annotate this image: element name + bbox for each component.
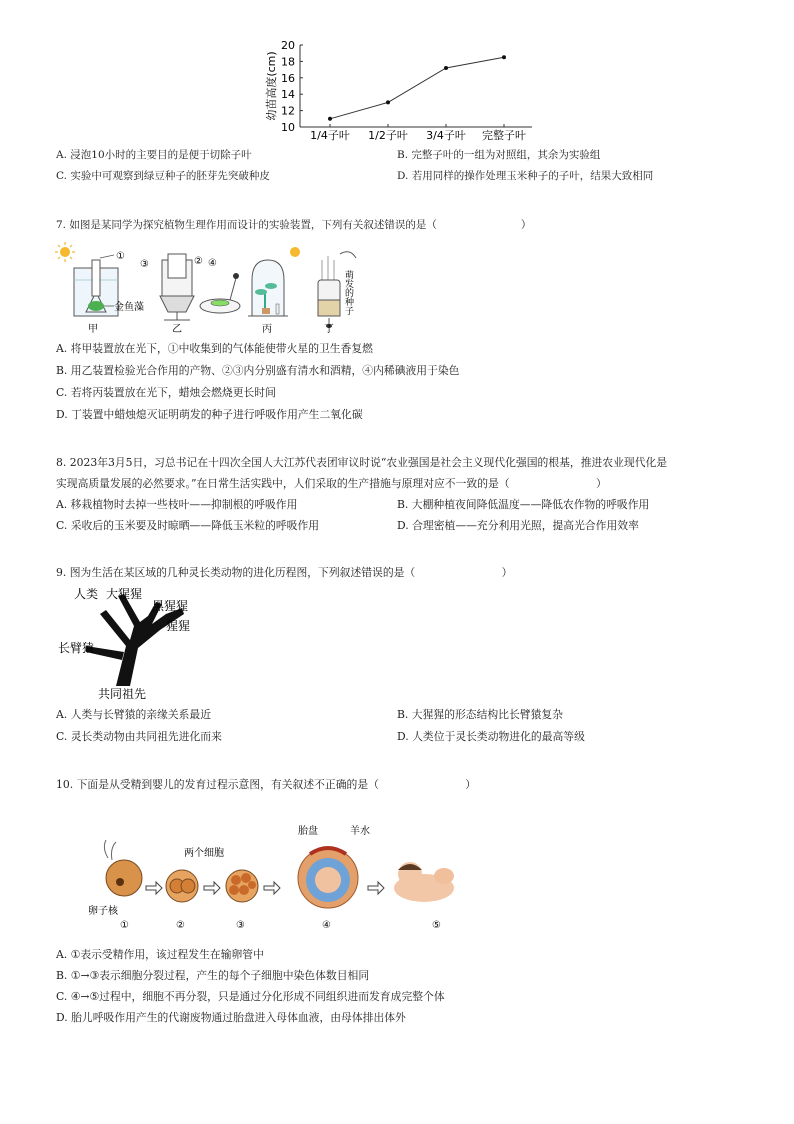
y-tick-label: 20 — [281, 39, 295, 52]
x-tick-label: 完整子叶 — [482, 129, 526, 142]
data-point — [502, 55, 506, 59]
x-tick-label: 1/4子叶 — [310, 129, 350, 142]
q10-option-c: C. ④→⑤过程中，细胞不再分裂，只是通过分化形成不同组织进而发育成完整个体 — [56, 990, 445, 1003]
baby-image — [394, 862, 454, 902]
label-yi: 乙 — [172, 324, 182, 335]
q7-option-b: B. 用乙装置检验光合作用的产物、②③内分别盛有清水和酒精，④内稀碘液用于染色 — [56, 364, 460, 377]
q9-option-d: D. 人类位于灵长类动物进化的最高等级 — [397, 730, 585, 743]
x-tick-label: 3/4子叶 — [426, 129, 466, 142]
q9-stem: 9. 图为生活在某区域的几种灵长类动物的进化历程图，下列叙述错误的是（ ） — [56, 566, 513, 579]
label-n3: ③ — [236, 920, 245, 931]
q8-option-d: D. 合理密植——充分利用光照，提高光合作用效率 — [397, 519, 639, 532]
arrow-icon — [204, 882, 220, 894]
two-cell-stage — [166, 870, 198, 902]
label-2: ② — [194, 256, 203, 267]
q7-option-c: C. 若将丙装置放在光下，蜡烛会燃烧更长时间 — [56, 386, 276, 399]
q7-apparatus-figure — [52, 240, 382, 340]
q9-option-a: A. 人类与长臂猿的亲缘关系最近 — [56, 708, 212, 721]
q8-option-b: B. 大棚种植夜间降低温度——降低农作物的呼吸作用 — [397, 498, 650, 511]
label-ancestor: 共同祖先 — [98, 687, 147, 701]
morula-stage — [226, 870, 258, 902]
label-gorilla: 猩猩 — [166, 619, 191, 633]
label-n1: ① — [120, 920, 129, 931]
label-orangutan: 大猩猩 — [106, 587, 143, 601]
label-alga: 金鱼藻 — [114, 302, 144, 313]
label-gibbon: 长臂猿 — [58, 641, 95, 655]
sun-icon — [290, 247, 300, 257]
series-line — [330, 57, 504, 119]
data-point — [328, 117, 332, 121]
label-n4: ④ — [322, 920, 331, 931]
label-chimp: 黑猩猩 — [152, 599, 189, 613]
y-tick-label: 12 — [281, 104, 295, 118]
label-4: ④ — [208, 258, 217, 269]
q7-option-a: A. 将甲装置放在光下，①中收集到的气体能使带火星的卫生香复燃 — [56, 342, 373, 355]
q6-option-c: C. 实验中可观察到绿豆种子的胚芽先突破种皮 — [56, 170, 270, 182]
q8-option-c: C. 采收后的玉米要及时晾晒——降低玉米粒的呼吸作用 — [56, 519, 320, 532]
arrow-icon — [368, 882, 384, 894]
q9-option-b: B. 大猩猩的形态结构比长臂猿复杂 — [397, 708, 563, 721]
label-seed: 萌发的种子 — [343, 270, 353, 315]
arrow-icon — [264, 882, 280, 894]
label-nucleus: 卵子核 — [88, 906, 118, 917]
dish-iodine — [200, 273, 240, 313]
y-axis-label: 幼苗高度(cm) — [265, 51, 278, 121]
q6-option-b: B. 完整子叶的一组为对照组，其余为实验组 — [397, 149, 601, 161]
arrow-icon — [146, 882, 162, 894]
q6-option-d: D. 若用同样的操作处理玉米种子的子叶，结果大致相同 — [397, 170, 654, 182]
label-1: ① — [116, 251, 125, 262]
data-point — [386, 100, 390, 104]
primate-evolution-tree — [56, 586, 206, 704]
label-ding: 丁 — [324, 324, 334, 335]
q7-option-d: D. 丁装置中蜡烛熄灭证明萌发的种子进行呼吸作用产生二氧化碳 — [56, 408, 363, 421]
label-n2: ② — [176, 920, 185, 931]
q10-option-d: D. 胎儿呼吸作用产生的代谢废物通过胎盘进入母体血液，由母体排出体外 — [56, 1011, 406, 1024]
bell-jar-bing — [248, 260, 288, 316]
x-tick-label: 1/2子叶 — [368, 129, 408, 142]
q8-stem-line2: 实现高质量发展的必然要求。”在日常生活实践中，人们采取的生产措施与原理对应不一致的是（ ） — [56, 477, 607, 490]
seedling-height-chart — [0, 0, 794, 150]
data-point — [444, 66, 448, 70]
beaker-jia — [74, 260, 118, 316]
q10-option-b: B. ①→③表示细胞分裂过程，产生的每个子细胞中染色体数目相同 — [56, 969, 370, 982]
q7-stem: 7. 如图是某同学为探究植物生理作用而设计的实验装置，下列有关叙述错误的是（ ） — [56, 219, 532, 231]
embryo-development-figure — [84, 818, 484, 933]
q9-option-c: C. 灵长类动物由共同祖先进化而来 — [56, 730, 222, 743]
y-tick-label: 16 — [281, 71, 295, 85]
label-placenta: 胎盘 — [298, 826, 318, 837]
y-tick-label: 10 — [281, 121, 295, 134]
q10-option-a: A. ①表示受精作用，该过程发生在输卵管中 — [56, 948, 264, 961]
label-3: ③ — [140, 259, 149, 270]
water-bath-yi — [160, 254, 194, 320]
label-bing: 丙 — [262, 324, 272, 335]
q6-option-a: A. 浸泡10小时的主要目的是便于切除子叶 — [56, 149, 252, 161]
q8-stem-line1: 8. 2023年3月5日，习总书记在十四次全国人大江苏代表团审议时说“农业强国是社会主义现代化强国的根基，推进农业现代化是 — [56, 456, 668, 469]
y-tick-label: 14 — [281, 88, 295, 102]
q8-option-a: A. 移栽植物时去掉一些枝叶——抑制根的呼吸作用 — [56, 498, 298, 511]
q10-stem: 10. 下面是从受精到婴儿的发育过程示意图，有关叙述不正确的是（ ） — [56, 778, 477, 791]
label-jia: 甲 — [88, 324, 98, 335]
sun-icon — [55, 242, 75, 262]
y-tick-label: 18 — [281, 55, 295, 69]
fetus-in-uterus — [298, 848, 358, 908]
label-amnion: 羊水 — [350, 826, 370, 837]
label-twocells: 两个细胞 — [184, 848, 224, 859]
label-human: 人类 — [74, 587, 99, 601]
label-n5: ⑤ — [432, 920, 441, 931]
fertilized-egg — [104, 840, 142, 896]
